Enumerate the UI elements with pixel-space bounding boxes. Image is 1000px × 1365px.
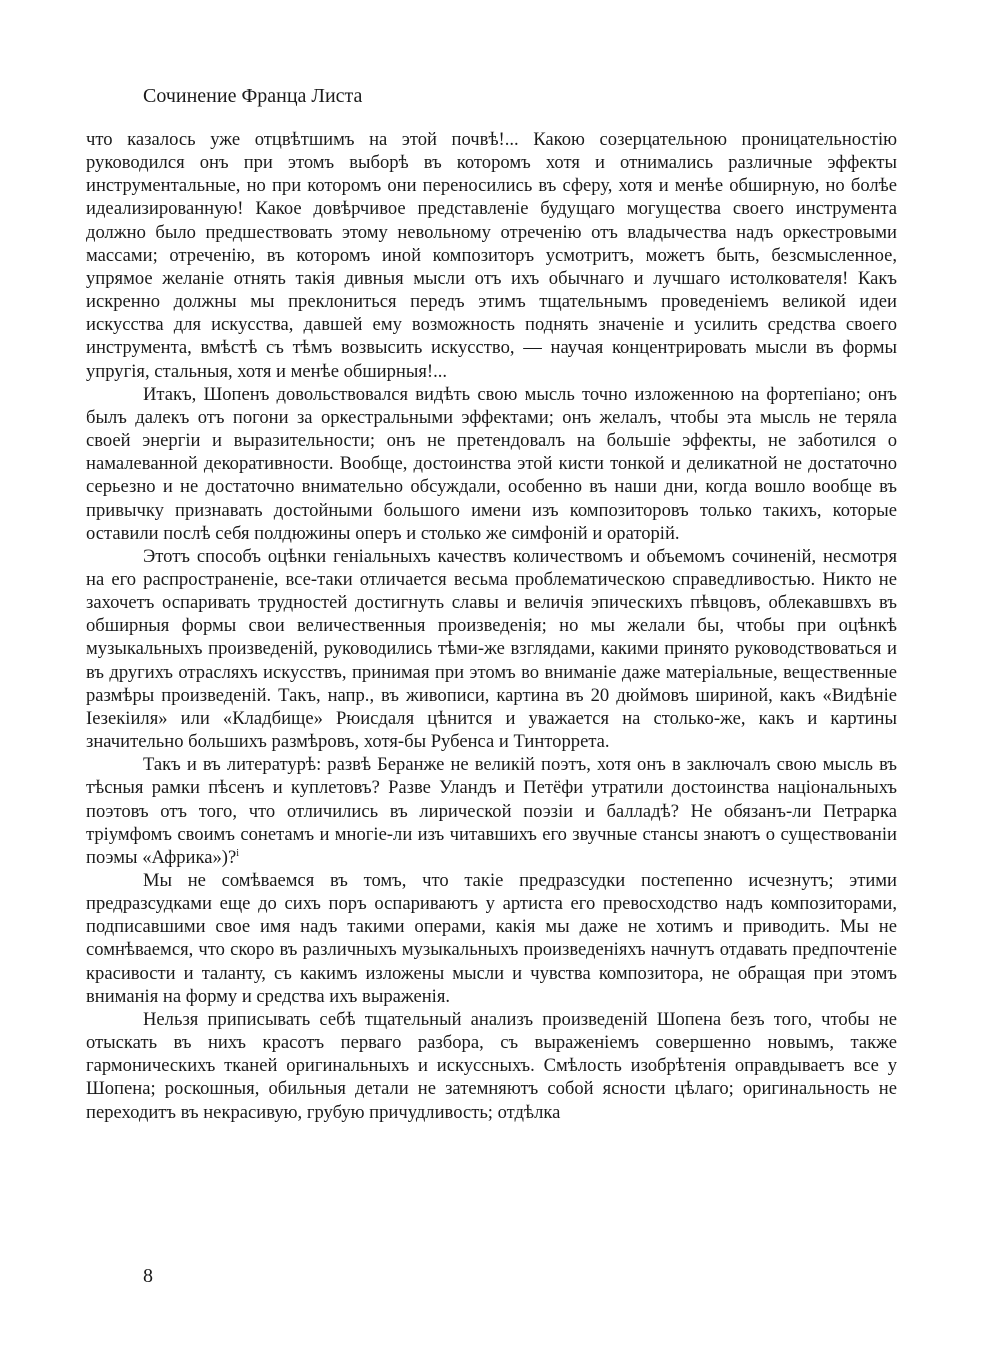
paragraph-6: Нельзя приписывать себѣ тщательный анализъ произведеній Шопена безъ того, чтобы не отыскать въ нихъ красотъ перваго разбора, съ выраженіемъ совершенно новымъ, также гармоническихъ тканей оригинальныхъ и искуссныхъ. Смѣлость изобрѣтенія оправдываетъ все у Шопена; роскошныя, обильныя детали не затемняютъ собой ясности цѣлаго; оригинальность не переходитъ въ некрасивую, грубую причудливость; отдѣлка <box>86 1008 897 1123</box>
paragraph-5: Мы не сомѣваемся въ томъ, что такіе предразсудки постепенно исчезнутъ; этими предразсудками еще до сихъ поръ оспариваютъ у артиста его превосходство надъ композиторами, подписавшими свое имя надъ такими операми, какія мы даже не хотимъ и приводить. Мы не сомнѣваемся, что скоро въ различныхъ музыкальныхъ произведеніяхъ начнутъ отдавать предпочтеніе красивости и таланту, съ какимъ изложены мысли и чувства композитора, не обращая при этомъ вниманія на форму и средства ихъ выраженія. <box>86 870 897 1007</box>
page-number: 8 <box>143 1265 153 1287</box>
paragraph-1: что казалось уже отцвѣтшимъ на этой почвѣ!... Какою созерцательною проницательностію руководился онъ при этомъ выборѣ въ которомъ хотя и отнимались различные эффекты инструментальные, но при которомъ они переносились въ сферу, хотя и менѣе обширную, но болѣе идеализированную! Какое довѣрчивое представленіе будущаго могущества своего инструмента должно было предшествовать этому невольному отреченію отъ владычества надъ оркестровыми массами; отреченію, въ которомъ иной композиторъ усмотритъ, можетъ быть, безсмысленное, упрямое желаніе отнять такія дивныя мысли отъ ихъ обычнаго и лучшаго истолкователя! Какъ искренно должны мы преклониться передъ этимъ тщательнымъ проведеніемъ великой идеи искусства для искусства, давшей ему возможность поднять значеніе и усилить средства своего инструмента, вмѣстѣ съ тѣмъ возвысить искусство, — научая концентрировать мысли въ формы упругія, стальныя, хотя и менѣе обширныя!... <box>86 129 897 382</box>
paragraph-2: Итакъ, Шопенъ довольствовался видѣть свою мысль точно изложенною на фортепіано; онъ былъ далекъ отъ погони за оркестральными эффектами; онъ желалъ, чтобы эта мысль не теряла своей энергіи и выразительности; онъ не претендовалъ на большіе эффекты, не заботился о намалеванной декоративности. Вообще, достоинства этой кисти тонкой и деликатной не достаточно серьезно и не достаточно внимательно обсуждали, особенно въ наши дни, когда вошло вообще въ привычку признавать достойными большого имени изъ композиторовъ только такихъ, которые оставили послѣ себя полдюжины оперъ и столько же симфоній и ораторій. <box>86 383 897 544</box>
paragraph-4 <box>86 753 897 869</box>
paragraph-4-text: Такъ и въ литературѣ: развѣ Беранже не великій поэтъ, хотя онъ в заключалъ свою мысль въ тѣсныя рамки пѣсенъ и куплетовъ? Разве Уландъ и Петёфи утратили достоинства національныхъ поэтовъ отъ того, что отличились въ лирической поэзіи и балладѣ? Не обязанъ-ли Петрарка тріумфомъ своимъ сонетамъ и многіе-ли изъ читавшихъ его звучные стансы знаютъ о существованіи поэмы «Африка»)? <box>86 754 897 868</box>
paragraph-3: Этотъ способъ оцѣнки геніальныхъ качествъ количествомъ и объемомъ сочиненій, несмотря на его распространеніе, все-таки отличается весьма проблематическою справедливостью. Никто не захочетъ оспаривать трудностей достигнуть славы и величія эпическихъ пѣвцовъ, облекавшвхъ въ обширныя формы свои величественныя произведенія; но мы желали бы, чтобы при оцѣнкѣ музыкальныхъ произведеній, руководились тѣми-же взглядами, какими принято руководствоваться и въ другихъ отрасляхъ искусствъ, принимая при этомъ во вниманіе даже матеріальные, вещественные размѣры произведеній. Такъ, напр., въ живописи, картина въ 20 дюймовъ шириной, какъ «Видѣніе Іезекіиля» или «Кладбище» Рюисдаля цѣнится и уважается на столько-же, какъ и картины значительно большихъ размѣровъ, хотя-бы Рубенса и Тинторрета. <box>86 545 897 753</box>
running-header: Сочинение Франца Листа <box>143 85 363 107</box>
footnote-marker[interactable]: i <box>236 847 240 859</box>
body-text <box>86 128 897 1124</box>
